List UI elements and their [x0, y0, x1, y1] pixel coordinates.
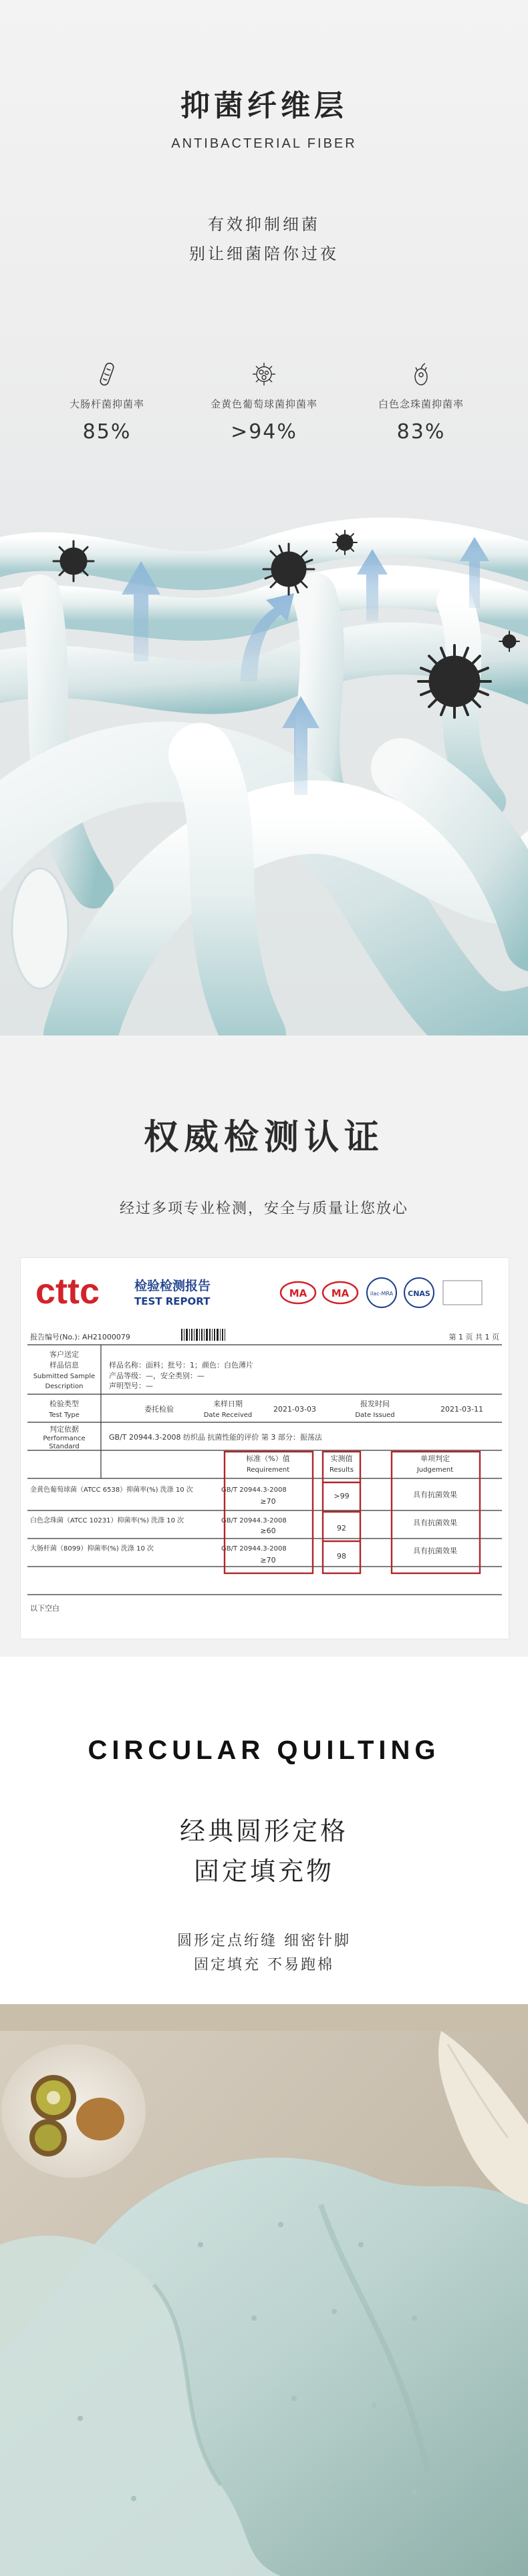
svg-text:GB/T 20944.3-2008: GB/T 20944.3-2008 — [221, 1486, 287, 1494]
stat-candida — [344, 361, 498, 444]
results-header-cn: 实测值 — [330, 1454, 353, 1463]
cttc-logo: cttc — [35, 1271, 100, 1311]
table-row — [30, 1485, 457, 1506]
svg-text:MA: MA — [331, 1287, 350, 1299]
sample-info-3: 声明型号：— — [109, 1382, 153, 1390]
certification-subtitle: 经过多项专业检测，安全与质量让您放心 — [119, 1200, 408, 1217]
quilting-section — [0, 1657, 528, 2004]
svg-text:ilac-MRA: ilac-MRA — [370, 1291, 394, 1297]
test-report — [20, 1257, 509, 1639]
requirement-header-en: Requirement — [246, 1466, 290, 1474]
svg-text:≥70: ≥70 — [260, 1556, 276, 1565]
fiber-illustration — [0, 514, 528, 1035]
report-name-en: TEST REPORT — [134, 1295, 211, 1307]
cnas-badge — [404, 1278, 434, 1307]
sample-info: 样品名称：面料；批号：1；颜色：白色薄片 — [109, 1361, 253, 1370]
sample-label-cn: 样品信息 — [49, 1361, 79, 1370]
test-type-value: 委托检验 — [144, 1405, 174, 1414]
table-row — [30, 1516, 457, 1535]
antibacterial-subtitle: ANTIBACTERIAL FIBER — [171, 136, 357, 151]
svg-text:≥70: ≥70 — [260, 1497, 276, 1506]
standard-value: GB/T 20944.3-2008 纺织品 抗菌性能的评价 第 3 部分：振荡法 — [109, 1433, 322, 1442]
candida-icon — [408, 361, 434, 387]
sample-info-2: 产品等级：—，安全类别：— — [109, 1372, 205, 1380]
stat-staph — [187, 361, 341, 444]
stat-value: 83% — [396, 420, 446, 444]
stat-label: 大肠杆菌抑菌率 — [69, 398, 144, 410]
svg-text:92: 92 — [337, 1524, 346, 1533]
svg-text:大肠杆菌（8099）抑菌率(%) 洗涤 10 次: 大肠杆菌（8099）抑菌率(%) 洗涤 10 次 — [30, 1545, 154, 1553]
svg-text:MA: MA — [289, 1287, 307, 1299]
quilt-photo — [0, 2004, 528, 2576]
svg-text:具有抗菌效果: 具有抗菌效果 — [413, 1490, 457, 1499]
ma-badge-2 — [323, 1282, 358, 1303]
svg-text:具有抗菌效果: 具有抗菌效果 — [413, 1547, 457, 1555]
slogan-line-1: 有效抑制细菌 — [208, 215, 320, 234]
antibacterial-title: 抑菌纤维层 — [180, 89, 348, 123]
date-received: 2021-03-03 — [273, 1405, 316, 1414]
stat-value: >94% — [231, 420, 297, 444]
svg-text:白色念珠菌（ATCC 10231）抑菌率(%) 洗涤 10: 白色念珠菌（ATCC 10231）抑菌率(%) 洗涤 10 次 — [30, 1517, 184, 1524]
svg-text:>99: >99 — [334, 1492, 350, 1500]
standard-en: Performance — [43, 1435, 86, 1442]
qr-placeholder — [443, 1281, 482, 1305]
svg-text:金黄色葡萄球菌（ATCC 6538）抑菌率(%) 洗涤 10: 金黄色葡萄球菌（ATCC 6538）抑菌率(%) 洗涤 10 次 — [30, 1486, 193, 1494]
report-footer: 以下空白 — [30, 1604, 59, 1613]
results-header-en: Results — [329, 1466, 354, 1474]
standard-en2: Standard — [49, 1443, 80, 1450]
stat-label: 金黄色葡萄球菌抑菌率 — [210, 398, 317, 410]
quilting-desc-2: 固定填充 不易跑棉 — [194, 1957, 334, 1973]
quilting-line-2: 固定填充物 — [193, 1857, 334, 1886]
date-issued-en: Date Issued — [355, 1412, 395, 1419]
stat-ecoli — [30, 361, 184, 444]
requirement-header-cn: 标准（%）值 — [246, 1454, 290, 1463]
date-issued: 2021-03-11 — [440, 1405, 483, 1414]
svg-text:GB/T 20944.3-2008: GB/T 20944.3-2008 — [221, 1517, 287, 1524]
certification-section — [0, 1035, 528, 1657]
quilting-desc-1: 圆形定点绗缝 细密针脚 — [177, 1933, 351, 1949]
stat-value: 85% — [82, 420, 132, 444]
judgement-header-en: Judgement — [416, 1466, 454, 1474]
quilting-title: CIRCULAR QUILTING — [88, 1736, 440, 1765]
stat-label: 白色念珠菌抑菌率 — [378, 398, 464, 410]
date-received-en: Date Received — [203, 1412, 253, 1419]
svg-text:GB/T 20944.3-2008: GB/T 20944.3-2008 — [221, 1545, 287, 1553]
svg-text:CNAS: CNAS — [408, 1289, 430, 1298]
sample-label-en: Submitted Sample — [33, 1373, 96, 1380]
bacillus-icon — [94, 361, 120, 387]
ilac-badge — [367, 1278, 396, 1307]
svg-text:具有抗菌效果: 具有抗菌效果 — [413, 1518, 457, 1527]
client-label: 客户送定 — [49, 1350, 79, 1359]
table-row — [30, 1544, 457, 1565]
date-issued-cn: 报发时间 — [360, 1400, 390, 1408]
svg-text:98: 98 — [337, 1552, 346, 1561]
staphylococcus-icon — [251, 361, 277, 387]
barcode — [181, 1329, 225, 1341]
sample-label-en2: Description — [45, 1383, 84, 1390]
quilting-line-1: 经典圆形定格 — [179, 1816, 348, 1846]
test-type-cn: 检验类型 — [49, 1400, 79, 1408]
test-type-en: Test Type — [49, 1412, 80, 1419]
date-received-cn: 来样日期 — [213, 1400, 243, 1408]
certification-title: 权威检测认证 — [143, 1118, 384, 1158]
report-page: 第 1 页 共 1 页 — [448, 1333, 499, 1341]
fruit-plate — [1, 2044, 146, 2178]
report-name-cn: 检验检测报告 — [134, 1279, 211, 1293]
judgement-header-cn: 单项判定 — [420, 1454, 450, 1463]
ma-badge-1 — [281, 1282, 315, 1303]
svg-text:≥60: ≥60 — [260, 1526, 276, 1535]
slogan-line-2: 别让细菌陪你过夜 — [189, 245, 339, 263]
standard-cn: 判定依据 — [49, 1425, 79, 1434]
antibacterial-section — [0, 0, 528, 1035]
report-number: 报告编号(No.): AH21000079 — [30, 1333, 130, 1341]
